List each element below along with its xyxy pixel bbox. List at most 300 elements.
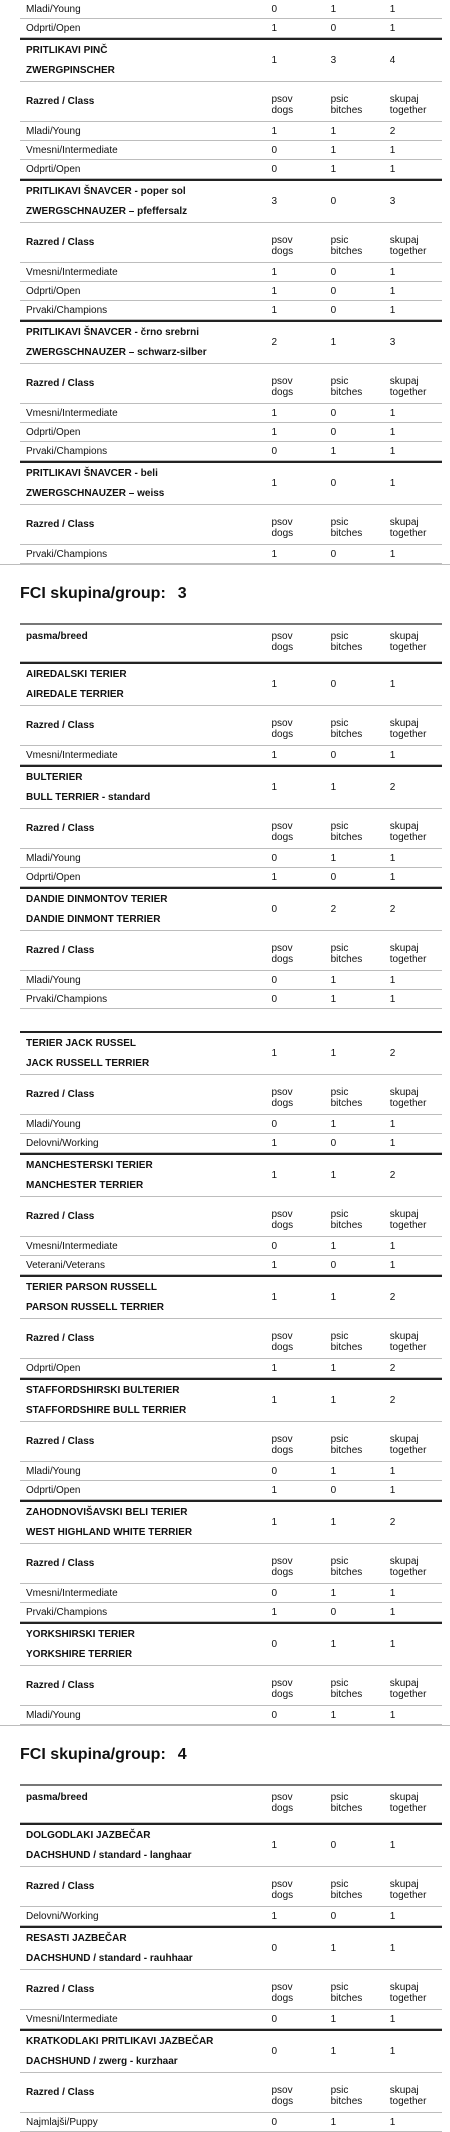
bitches-count: 1 bbox=[330, 1395, 337, 1406]
total-count: 1 bbox=[389, 1943, 396, 1954]
total-header-line1: skupaj bbox=[389, 1792, 419, 1803]
total-count: 2 bbox=[389, 1048, 396, 1059]
dogs-count: 1 bbox=[271, 1395, 278, 1406]
bitches-header-line2: bitches bbox=[330, 1444, 363, 1456]
bitches-header-line1: psic bbox=[330, 631, 349, 642]
class-name: Mladi/Young bbox=[26, 1118, 81, 1130]
bitches-count: 1 bbox=[330, 1362, 337, 1374]
total-count: 1 bbox=[389, 426, 396, 438]
class-row bbox=[20, 1462, 442, 1481]
class-row bbox=[20, 545, 442, 564]
breed-name-line1: TERIER PARSON RUSSELL bbox=[26, 1281, 157, 1293]
class-name: Odprti/Open bbox=[26, 1362, 81, 1374]
bitches-count: 1 bbox=[330, 2046, 337, 2057]
total-header-line2: together bbox=[389, 104, 427, 116]
total-count: 1 bbox=[389, 1910, 396, 1922]
class-row bbox=[20, 1584, 442, 1603]
breed-name-line1: AIREDALSKI TERIER bbox=[26, 668, 127, 680]
bitches-count: 0 bbox=[330, 749, 337, 761]
bitches-count: 0 bbox=[330, 548, 337, 560]
class-row bbox=[20, 0, 442, 19]
bitches-count: 0 bbox=[330, 22, 337, 34]
bitches-header bbox=[331, 937, 390, 965]
total-header bbox=[390, 1550, 442, 1578]
total-count: 1 bbox=[389, 548, 396, 560]
total-count: 2 bbox=[389, 125, 396, 137]
class-header-row bbox=[20, 2073, 442, 2113]
total-header-line1: skupaj bbox=[389, 1086, 419, 1098]
class-row bbox=[20, 1359, 442, 1378]
dogs-count: 1 bbox=[271, 1910, 278, 1922]
dogs-header bbox=[271, 2079, 330, 2107]
bitches-count: 1 bbox=[330, 1465, 337, 1477]
class-header: Razred / Class bbox=[26, 1881, 95, 1892]
class-header: Razred / Class bbox=[26, 378, 95, 389]
dogs-header-line2: dogs bbox=[271, 953, 294, 965]
bitches-header bbox=[331, 229, 390, 257]
bitches-header-line1: psic bbox=[330, 1208, 349, 1220]
total-count: 2 bbox=[389, 1517, 396, 1528]
breed-row bbox=[20, 887, 442, 931]
bitches-count: 1 bbox=[330, 163, 337, 175]
class-header: Razred / Class bbox=[26, 1211, 95, 1222]
class-header-row bbox=[20, 1075, 442, 1115]
breed-name-line2: BULL TERRIER - standard bbox=[26, 791, 151, 803]
spacer bbox=[20, 1009, 442, 1031]
bitches-count: 1 bbox=[330, 125, 337, 137]
class-header: Razred / Class bbox=[26, 519, 95, 530]
group-heading bbox=[0, 564, 450, 623]
dogs-count: 1 bbox=[271, 1840, 278, 1851]
total-header-line2: together bbox=[389, 642, 427, 653]
class-header-row bbox=[20, 1666, 442, 1706]
breed-row bbox=[20, 1031, 442, 1075]
bitches-header-line2: bitches bbox=[330, 953, 363, 965]
dogs-header-line1: psov bbox=[271, 2084, 293, 2096]
dogs-count: 1 bbox=[271, 426, 278, 438]
dogs-count: 1 bbox=[271, 1292, 278, 1303]
bitches-count: 0 bbox=[330, 407, 337, 419]
total-header-line1: skupaj bbox=[389, 2084, 419, 2096]
total-header bbox=[390, 937, 442, 965]
dogs-count: 0 bbox=[271, 852, 278, 864]
dogs-count: 1 bbox=[271, 285, 278, 297]
total-count: 1 bbox=[389, 974, 396, 986]
breed-row bbox=[20, 1823, 442, 1867]
breed-name-line1: ZAHODNOVIŠAVSKI BELI TERIER bbox=[26, 1506, 188, 1518]
total-count: 1 bbox=[389, 1840, 396, 1851]
total-header-line1: skupaj bbox=[389, 1981, 419, 1993]
class-name: Veterani/Veterans bbox=[26, 1259, 105, 1271]
class-header-row bbox=[20, 1319, 442, 1359]
dogs-header-line2: dogs bbox=[271, 527, 294, 539]
dogs-count: 0 bbox=[271, 1465, 278, 1477]
class-row bbox=[20, 423, 442, 442]
total-header bbox=[390, 712, 442, 740]
breed-row bbox=[20, 461, 442, 505]
breed-name-line1: DANDIE DINMONTOV TERIER bbox=[26, 893, 168, 905]
bitches-count: 1 bbox=[330, 1587, 337, 1599]
total-count: 1 bbox=[389, 266, 396, 278]
breed-row bbox=[20, 1378, 442, 1422]
class-header-row bbox=[20, 1867, 442, 1907]
class-name: Najmlajši/Puppy bbox=[26, 2116, 98, 2128]
class-row bbox=[20, 442, 442, 461]
total-header bbox=[390, 511, 442, 539]
bitches-count: 0 bbox=[330, 1840, 337, 1851]
class-header: Razred / Class bbox=[26, 1089, 95, 1100]
class-header-row bbox=[20, 223, 442, 263]
dogs-header-line2: dogs bbox=[271, 642, 294, 653]
bitches-count: 3 bbox=[330, 55, 337, 66]
class-name: Vmesni/Intermediate bbox=[26, 144, 118, 156]
dogs-count: 1 bbox=[271, 679, 278, 690]
dogs-header bbox=[271, 88, 330, 116]
total-count: 1 bbox=[389, 2046, 396, 2057]
total-count: 1 bbox=[389, 3, 396, 15]
bitches-header-line2: bitches bbox=[330, 1803, 363, 1814]
bitches-header-line1: psic bbox=[330, 1555, 349, 1567]
dogs-count: 1 bbox=[271, 1137, 278, 1149]
total-count: 1 bbox=[389, 285, 396, 297]
class-name: Odprti/Open bbox=[26, 1484, 81, 1496]
dogs-header bbox=[271, 1550, 330, 1578]
bitches-count: 1 bbox=[330, 1943, 337, 1954]
total-count: 2 bbox=[389, 904, 396, 915]
dogs-count: 0 bbox=[271, 2013, 278, 2025]
bitches-count: 0 bbox=[330, 426, 337, 438]
breed-name-line2: ZWERGPINSCHER bbox=[26, 64, 115, 76]
total-header-line2: together bbox=[389, 1097, 427, 1109]
dogs-count: 0 bbox=[271, 1240, 278, 1252]
breed-name-line2: YORKSHIRE TERRIER bbox=[26, 1648, 133, 1660]
class-name: Vmesni/Intermediate bbox=[26, 749, 118, 761]
dogs-header bbox=[271, 937, 330, 965]
breed-header: pasma/breed bbox=[26, 631, 88, 642]
breed-name-line2: ZWERGSCHNAUZER – weiss bbox=[26, 487, 165, 499]
class-name: Vmesni/Intermediate bbox=[26, 1587, 118, 1599]
total-count: 1 bbox=[389, 852, 396, 864]
total-count: 1 bbox=[389, 478, 396, 489]
breed-name-line2: AIREDALE TERRIER bbox=[26, 688, 124, 700]
dogs-header bbox=[271, 370, 330, 398]
bitches-header-line2: bitches bbox=[330, 1341, 363, 1353]
bitches-count: 1 bbox=[330, 993, 337, 1005]
class-row bbox=[20, 301, 442, 320]
dogs-header-line2: dogs bbox=[271, 386, 294, 398]
bitches-count: 1 bbox=[330, 144, 337, 156]
class-name: Prvaki/Champions bbox=[26, 445, 108, 457]
dogs-header-line2: dogs bbox=[271, 104, 294, 116]
bitches-count: 1 bbox=[330, 1118, 337, 1130]
total-header bbox=[390, 625, 442, 653]
class-row bbox=[20, 141, 442, 160]
bitches-header-line1: psic bbox=[330, 375, 349, 387]
total-header bbox=[390, 1672, 442, 1700]
total-header-line1: skupaj bbox=[389, 234, 419, 246]
class-row bbox=[20, 404, 442, 423]
total-count: 1 bbox=[389, 1137, 396, 1149]
breed-name bbox=[20, 1625, 271, 1665]
class-header-row bbox=[20, 1970, 442, 2010]
bitches-header-line1: psic bbox=[330, 234, 349, 246]
dogs-header bbox=[271, 1873, 330, 1901]
total-count: 2 bbox=[389, 1395, 396, 1406]
total-header-line2: together bbox=[389, 1992, 427, 2004]
breed-row bbox=[20, 1926, 442, 1970]
class-row bbox=[20, 19, 442, 38]
dogs-header-line1: psov bbox=[271, 1981, 293, 1993]
total-header-line1: skupaj bbox=[389, 1433, 419, 1445]
dogs-header-line1: psov bbox=[271, 1878, 293, 1890]
total-header-line2: together bbox=[389, 1219, 427, 1231]
breed-row bbox=[20, 320, 442, 364]
bitches-header-line2: bitches bbox=[330, 386, 363, 398]
class-name: Odprti/Open bbox=[26, 426, 81, 438]
bitches-header-line2: bitches bbox=[330, 728, 363, 740]
class-header: Razred / Class bbox=[26, 237, 95, 248]
class-row bbox=[20, 1134, 442, 1153]
bitches-header-line1: psic bbox=[330, 2084, 349, 2096]
total-header-line2: together bbox=[389, 386, 427, 398]
bitches-header-line1: psic bbox=[330, 93, 349, 105]
bitches-header-line1: psic bbox=[330, 1433, 349, 1445]
class-row bbox=[20, 1115, 442, 1134]
class-name: Odprti/Open bbox=[26, 285, 81, 297]
dogs-count: 1 bbox=[271, 548, 278, 560]
bitches-header-line2: bitches bbox=[330, 1566, 363, 1578]
class-header-row bbox=[20, 364, 442, 404]
breed-name-line1: KRATKODLAKI PRITLIKAVI JAZBEČAR bbox=[26, 2035, 214, 2047]
breed-name bbox=[20, 768, 271, 808]
bitches-header-line1: psic bbox=[330, 1981, 349, 1993]
breed-row bbox=[20, 1275, 442, 1319]
class-header: Razred / Class bbox=[26, 2087, 95, 2098]
bitches-header-line2: bitches bbox=[330, 1688, 363, 1700]
class-name: Vmesni/Intermediate bbox=[26, 407, 118, 419]
dogs-count: 0 bbox=[271, 1709, 278, 1721]
bitches-count: 0 bbox=[330, 1910, 337, 1922]
bitches-header-line2: bitches bbox=[330, 642, 363, 653]
dogs-count: 1 bbox=[271, 1048, 278, 1059]
total-count: 4 bbox=[389, 55, 396, 66]
bitches-count: 1 bbox=[330, 1292, 337, 1303]
class-header: Razred / Class bbox=[26, 945, 95, 956]
bitches-header bbox=[331, 625, 390, 653]
class-row bbox=[20, 122, 442, 141]
dogs-header bbox=[271, 1672, 330, 1700]
breed-name-line1: PRITLIKAVI ŠNAVCER - črno srebrni bbox=[26, 326, 199, 338]
total-header-line2: together bbox=[389, 1566, 427, 1578]
dogs-count: 0 bbox=[271, 1639, 278, 1650]
dogs-header bbox=[271, 511, 330, 539]
total-header-line2: together bbox=[389, 1803, 427, 1814]
dogs-header-line1: psov bbox=[271, 1086, 293, 1098]
total-count: 1 bbox=[389, 1639, 396, 1650]
dogs-count: 1 bbox=[271, 304, 278, 316]
dogs-count: 0 bbox=[271, 445, 278, 457]
dogs-header-line2: dogs bbox=[271, 1444, 294, 1456]
dogs-count: 1 bbox=[271, 1517, 278, 1528]
dogs-header-line1: psov bbox=[271, 717, 293, 729]
class-name: Delovni/Working bbox=[26, 1910, 99, 1922]
total-count: 1 bbox=[389, 1587, 396, 1599]
total-count: 1 bbox=[389, 1484, 396, 1496]
breed-name bbox=[20, 182, 271, 222]
total-header-line2: together bbox=[389, 1341, 427, 1353]
breed-row bbox=[20, 1622, 442, 1666]
total-header bbox=[390, 2079, 442, 2107]
total-count: 1 bbox=[389, 445, 396, 457]
class-header-row bbox=[20, 931, 442, 971]
class-row bbox=[20, 1706, 442, 1725]
dogs-header-line2: dogs bbox=[271, 1219, 294, 1231]
breed-name bbox=[20, 1503, 271, 1543]
dogs-header bbox=[271, 815, 330, 843]
breed-row bbox=[20, 179, 442, 223]
total-count: 1 bbox=[389, 1709, 396, 1721]
bitches-header bbox=[331, 1428, 390, 1456]
bitches-header-line2: bitches bbox=[330, 1992, 363, 2004]
class-row bbox=[20, 971, 442, 990]
bitches-count: 0 bbox=[330, 679, 337, 690]
total-header bbox=[390, 229, 442, 257]
total-header bbox=[390, 88, 442, 116]
class-header-row bbox=[20, 706, 442, 746]
breed-name-line2: MANCHESTER TERRIER bbox=[26, 1179, 144, 1191]
bitches-header bbox=[331, 815, 390, 843]
breed-name bbox=[20, 323, 271, 363]
breed-row bbox=[20, 662, 442, 706]
total-header-line1: skupaj bbox=[389, 1878, 419, 1890]
bitches-header bbox=[331, 2079, 390, 2107]
bitches-count: 1 bbox=[330, 445, 337, 457]
dogs-header-line2: dogs bbox=[271, 728, 294, 740]
bitches-header bbox=[331, 1672, 390, 1700]
bitches-count: 0 bbox=[330, 1484, 337, 1496]
total-count: 1 bbox=[389, 1240, 396, 1252]
bitches-header-line1: psic bbox=[330, 1330, 349, 1342]
dogs-count: 0 bbox=[271, 993, 278, 1005]
class-header: Razred / Class bbox=[26, 823, 95, 834]
total-count: 1 bbox=[389, 304, 396, 316]
class-header: Razred / Class bbox=[26, 1558, 95, 1569]
bitches-count: 1 bbox=[330, 1240, 337, 1252]
total-count: 1 bbox=[389, 144, 396, 156]
breed-name bbox=[20, 1156, 271, 1196]
dogs-count: 0 bbox=[271, 974, 278, 986]
total-count: 2 bbox=[389, 1292, 396, 1303]
dogs-header bbox=[271, 1976, 330, 2004]
dogs-header-line1: psov bbox=[271, 820, 293, 832]
class-header-row bbox=[20, 505, 442, 545]
breed-name-line1: PRITLIKAVI ŠNAVCER - beli bbox=[26, 467, 158, 479]
class-name: Mladi/Young bbox=[26, 852, 81, 864]
dogs-header-line2: dogs bbox=[271, 1803, 294, 1814]
total-count: 3 bbox=[389, 337, 396, 348]
bitches-header-line1: psic bbox=[330, 1086, 349, 1098]
total-header-line2: together bbox=[389, 2095, 427, 2107]
results-table bbox=[20, 1784, 442, 2132]
breed-row bbox=[20, 1153, 442, 1197]
dogs-header-line2: dogs bbox=[271, 245, 294, 257]
bitches-count: 0 bbox=[330, 285, 337, 297]
breed-name-line1: MANCHESTERSKI TERIER bbox=[26, 1159, 153, 1171]
bitches-header-line1: psic bbox=[330, 1878, 349, 1890]
dogs-header bbox=[271, 1428, 330, 1456]
dogs-header-line2: dogs bbox=[271, 1097, 294, 1109]
class-name: Prvaki/Champions bbox=[26, 304, 108, 316]
class-row bbox=[20, 282, 442, 301]
group-number: 4 bbox=[177, 1746, 187, 1763]
dogs-count: 1 bbox=[271, 478, 278, 489]
total-count: 1 bbox=[389, 993, 396, 1005]
bitches-header-line2: bitches bbox=[330, 2095, 363, 2107]
dogs-header-line2: dogs bbox=[271, 1889, 294, 1901]
total-header-line2: together bbox=[389, 1444, 427, 1456]
class-header: Razred / Class bbox=[26, 1333, 95, 1344]
dogs-count: 1 bbox=[271, 55, 278, 66]
breed-name bbox=[20, 41, 271, 81]
bitches-header-line2: bitches bbox=[330, 1889, 363, 1901]
class-name: Odprti/Open bbox=[26, 163, 81, 175]
class-header-row bbox=[20, 82, 442, 122]
total-header-line1: skupaj bbox=[389, 820, 419, 832]
dogs-count: 1 bbox=[271, 1259, 278, 1271]
dogs-header bbox=[271, 1325, 330, 1353]
bitches-header bbox=[331, 1203, 390, 1231]
group-heading bbox=[0, 1725, 450, 1784]
bitches-count: 0 bbox=[330, 304, 337, 316]
class-row bbox=[20, 849, 442, 868]
total-header-line2: together bbox=[389, 953, 427, 965]
bitches-header-line1: psic bbox=[330, 820, 349, 832]
bitches-header-line2: bitches bbox=[330, 527, 363, 539]
dogs-header-line1: psov bbox=[271, 93, 293, 105]
breed-name-line1: YORKSHIRSKI TERIER bbox=[26, 1628, 135, 1640]
total-header-line1: skupaj bbox=[389, 93, 419, 105]
class-header-row bbox=[20, 1422, 442, 1462]
total-count: 1 bbox=[389, 1118, 396, 1130]
total-count: 1 bbox=[389, 871, 396, 883]
class-name: Vmesni/Intermediate bbox=[26, 2013, 118, 2025]
bitches-count: 1 bbox=[330, 974, 337, 986]
dogs-count: 3 bbox=[271, 196, 278, 207]
class-header: Razred / Class bbox=[26, 720, 95, 731]
total-count: 2 bbox=[389, 782, 396, 793]
total-header-line2: together bbox=[389, 245, 427, 257]
total-count: 3 bbox=[389, 196, 396, 207]
dogs-header-line2: dogs bbox=[271, 1341, 294, 1353]
dogs-count: 1 bbox=[271, 782, 278, 793]
dogs-count: 0 bbox=[271, 1118, 278, 1130]
class-row bbox=[20, 746, 442, 765]
class-row bbox=[20, 868, 442, 887]
dogs-header-line1: psov bbox=[271, 234, 293, 246]
total-header-line1: skupaj bbox=[389, 1677, 419, 1689]
dogs-header-line1: psov bbox=[271, 1677, 293, 1689]
bitches-count: 1 bbox=[330, 2116, 337, 2128]
breed-name-line1: PRITLIKAVI ŠNAVCER - poper sol bbox=[26, 185, 186, 197]
class-name: Odprti/Open bbox=[26, 22, 81, 34]
breed-header-row bbox=[20, 1784, 442, 1823]
class-row bbox=[20, 990, 442, 1009]
total-header-line1: skupaj bbox=[389, 516, 419, 528]
class-row bbox=[20, 160, 442, 179]
total-header-line2: together bbox=[389, 831, 427, 843]
breed-header-row bbox=[20, 623, 442, 662]
dogs-header-line1: psov bbox=[271, 1555, 293, 1567]
